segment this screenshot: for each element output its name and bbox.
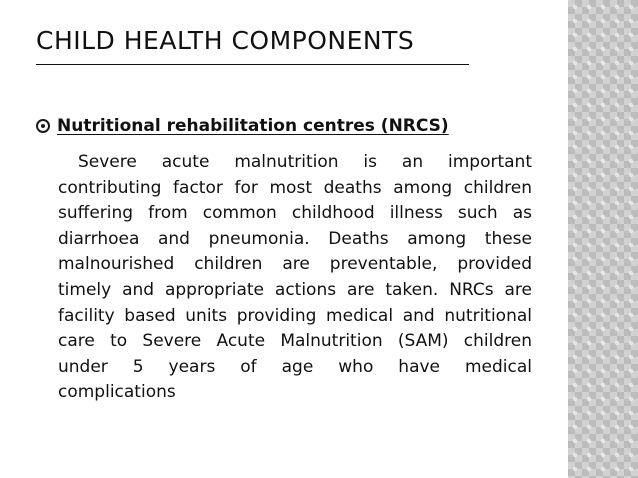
title-underline	[36, 64, 469, 65]
decorative-side-pattern	[568, 0, 638, 478]
bullet-heading: Nutritional rehabilitation centres (NRCS)	[57, 116, 449, 136]
circle-bullet-icon	[36, 119, 50, 133]
bullet-body-text: Severe acute malnutrition is an important contributing factor for most deaths among children suffering from common childhood illness such as diarrhoea and pneumonia. Deaths among these malnourished children are preventable, provided timely and appropriate actions are taken. NRCs are facility based units providing medical and nutritional care to Severe Acute Malnutrition (SAM) children under 5 years of age who have medical complications	[58, 152, 532, 403]
slide-title: CHILD HEALTH COMPONENTS	[36, 26, 415, 55]
bullet-item	[36, 116, 449, 136]
